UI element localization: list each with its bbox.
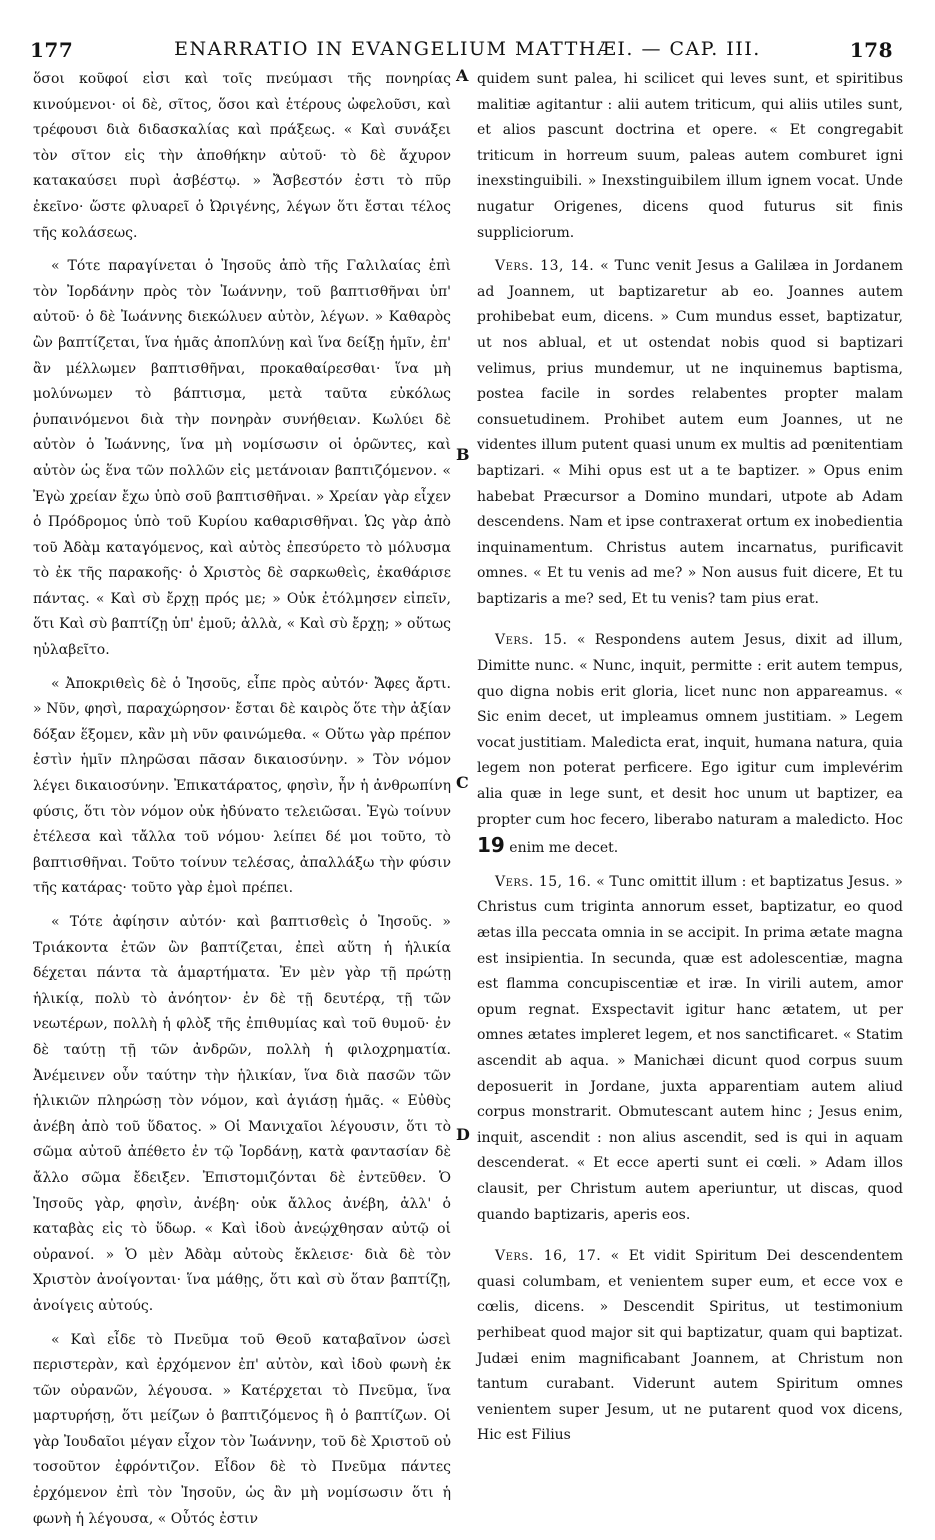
greek-paragraph-5: « Καὶ εἶδε τὸ Πνεῦμα τοῦ Θεοῦ καταβαῖνον ὡσεὶ περιστερὰν, καὶ ἐρχόμενον ἐπ' αὐτὸν, καὶ ἰδοὺ φωνὴ ἐκ τῶν οὐρανῶν, λέγουσα. » Κατέρχεται τὸ Πνεῦμα, ἵνα μαρτυρήσῃ, ὅτι μείζων ὁ βαπτιζόμενος ἢ ὁ βαπτίζων. Οἱ γὰρ Ἰουδαῖοι μέγαν εἶχον τὸν Ἰωάννην, τοῦ δὲ Χριστοῦ οὐ τοσοῦτον ἐφρόντιζον. Εἶδον δὲ τὸ Πνεῦμα πάντες ἐρχόμενον ἐπὶ τὸν Ἰησοῦν, ὡς ἂν μὴ νομίσωσιν ὅτι ἡ φωνὴ ἡ λέγουσα, « Οὗτός ἐστιν xyxy=(33,1331,451,1527)
latin-paragraph-1 xyxy=(477,67,903,246)
verse-reference: Vers. 13, 14. xyxy=(495,258,595,275)
latin-text: « Tunc venit Jesus a Galilæa in Jordanem ad Joannem, ut baptizaretur ab eo. Joannes autem prohibebat eum, dicens. » Cum mundus esset, baptizatur, ut nos ablual, et ut ostendat nobis quod si baptizari velimus, prius mundemur, ut ne inquinemus baptisma, postea facile in sordes relabentes propter malam consuetudinem. Prohibet autem eum Joannes, ut ne videntes illum putent quasi unum ex multis ad pœnitentiam baptizari. « Mihi opus est ut a te baptizer. » Opus enim habebat Præcursor a Domino mundari, utpote ab Adam descendens. Nam et ipse contraxerat ortum ex inobedientia inquinamentum. Christus autem incarnatus, purificavit omnes. « Et tu venis ad me? » Non ausus fuit dicere, Et tu baptizaris a me? sed, Et tu venis? tam pius erat. xyxy=(477,258,903,607)
latin-text: enim me decet. xyxy=(504,840,619,857)
margin-marker-b: B xyxy=(456,445,470,464)
latin-paragraph-3 xyxy=(477,628,903,861)
page-number-right: 178 xyxy=(849,38,893,62)
latin-column xyxy=(477,67,903,1457)
page-header xyxy=(0,38,935,68)
margin-marker-a: A xyxy=(456,66,469,85)
column-number: 19 xyxy=(477,833,505,858)
greek-paragraph-4: « Τότε ἀφίησιν αὐτόν· καὶ βαπτισθεὶς ὁ Ἰησοῦς. » Τριάκοντα ἐτῶν ὢν βαπτίζεται, ἐπεὶ αὕτη ἡ ἡλικία δέχεται πάντα τὰ ἁμαρτήματα. Ἐν μὲν γὰρ τῇ πρώτῃ ἡλικίᾳ, πολὺ τὸ ἀνόητον· ἐν δὲ τῇ δευτέρᾳ, τῇ τῶν νεωτέρων, πολλὴ ἡ φλὸξ τῆς ἐπιθυμίας καὶ τοῦ θυμοῦ· ἐν δὲ ταύτῃ τῇ τῶν ἀνδρῶν, πολλὴ ἡ φιλοχρηματία. Ἀνέμεινεν οὖν ταύτην τὴν ἡλικίαν, ἵνα διὰ πασῶν τῶν ἡλικιῶν πληρώσῃ τὸν νόμον, καὶ ἁγιάσῃ ἡμᾶς. « Εὐθὺς ἀνέβη ἀπὸ τοῦ ὕδατος. » Οἱ Μανιχαῖοι λέγουσιν, ὅτι τὸ σῶμα αὐτοῦ ἀπέθετο ἐν τῷ Ἰορδάνῃ, κατὰ φαντασίαν δὲ ἄλλο σῶμα ἔδειξεν. Ἐπιστομιζόνται δὲ ἐντεῦθεν. Ὁ Ἰησοῦς γὰρ, φησὶν, ἀνέβη· οὐκ ἄλλος ἀνέβη, ἀλλ' ὁ καταβὰς εἰς τὸ ὕδωρ. « Καὶ ἰδοὺ ἀνεῴχθησαν αὐτῷ οἱ οὐρανοί. » Ὁ μὲν Ἀδὰμ αὐτοὺς ἔκλεισε· διὰ δὲ τὸν Χριστὸν ἀνοίγονται· ἵνα μάθῃς, ὅτι καὶ σὺ ὅταν βαπτίζῃ, ἀνοίγεις αὐτούς. xyxy=(33,914,451,1314)
latin-paragraph-2 xyxy=(477,254,903,612)
margin-marker-d: D xyxy=(456,1125,470,1144)
latin-text: « Et vidit Spiritum Dei descendentem quasi columbam, et venientem super eum, et ecce vox e cœlis, dicens. » Descendit Spiritus, ut testimonium perhibeat quod major sit qui baptizatur, quam qui baptizat. Judæi enim magnificabant Joannem, at Christum non tantum curabant. Viderunt autem Spiritum omnes venientem super Jesum, ut ne putarent quod vox dicens, Hic est Filius xyxy=(477,1248,903,1444)
greek-column xyxy=(33,67,451,1540)
greek-paragraph-3: « Ἀποκριθεὶς δὲ ὁ Ἰησοῦς, εἶπε πρὸς αὐτόν· Ἄφες ἄρτι. » Νῦν, φησὶ, παραχώρησον· ἔσται δὲ καιρὸς ὅτε τὴν ἀξίαν δόξαν ἕξομεν, κἂν μὴ νῦν φαινώμεθα. « Οὕτω γὰρ πρέπον ἐστὶν ἡμῖν πληρῶσαι πᾶσαν δικαιοσύνην. » Τὸν νόμον λέγει δικαιοσύνην. Ἐπικατάρατος, φησὶν, ἦν ἡ ἀνθρωπίνη φύσις, ὅτι τὸν νόμον οὐκ ἠδύνατο τελειῶσαι. Ἐγὼ τοίνυν ἐτέλεσα καὶ τἄλλα τοῦ νόμου· λείπει δέ μοι τοῦτο, τὸ βαπτισθῆναι. Τοῦτο τοίνυν τελέσας, ἀπαλλάξω τὴν φύσιν τῆς κατάρας· τοῦτο γὰρ ἐμοὶ πρέπει. xyxy=(33,675,451,897)
latin-text: « Tunc omittit illum : et baptizatus Jesus. » Christus cum triginta annorum esset, baptizatur, eo quod ætas illa peccata omnia in se accipit. In prima ætate magna est insipientia. In secunda, quæ est adolescentiæ, magna est flamma concupiscentiæ et iræ. In virili autem, amor opum regnat. Exspectavit igitur hanc ætatem, ut per omnes ætates impleret legem, et nos sanctificaret. « Statim ascendit ab aqua. » Manichæi dicunt quod corpus suum deposuerit in Jordane, juxta apparentiam autem aliud corpus monstrarit. Obmutescant autem hinc ; Jesus enim, inquit, ascendit : non alius ascendit, sed is qui in aquam descenderat. « Et ecce aperti sunt ei cœli. » Adam illos clausit, per Christum autem aperiuntur, ut discas, quod quando baptizaris, aperis eos. xyxy=(477,873,903,1223)
latin-text: « Respondens autem Jesus, dixit ad illum, Dimitte nunc. « Nunc, inquit, permitte : erit autem tempus, quo digna nobis erit gloria, licet nunc non appareamus. « Sic enim decet, ut impleamus omnem justitiam. » Legem vocat justitiam. Maledicta erat, inquit, humana natura, quia legem non poterat perficere. Ego igitur cum implevérim alia quæ in lege sunt, et desit hoc unum ut baptizer, ea propter cum hoc fecero, liberabo naturam a maledicto. Hoc xyxy=(477,632,903,828)
latin-paragraph-5 xyxy=(477,1244,903,1449)
greek-paragraph-1: ὅσοι κοῦφοί εἰσι καὶ τοῖς πνεύμασι τῆς πονηρίας κινούμενοι· οἱ δὲ, σῖτος, ὅσοι καὶ ἑτέρους ὠφελοῦσι, καὶ τρέφουσι διὰ διδασκαλίας καὶ πράξεως. « Καὶ συνάξει τὸν σῖτον εἰς τὴν ἀποθήκην αὐτοῦ· τὸ δὲ ἄχυρον κατακαύσει πυρὶ ἀσβέστῳ. » Ἄσβεστόν ἐστι τὸ πῦρ ἐκεῖνο· ὥστε φλυαρεῖ ὁ Ὠριγένης, λέγων ὅτι ἔσται τέλος τῆς κολάσεως. xyxy=(33,71,451,241)
latin-paragraph-4 xyxy=(477,870,903,1228)
page-number-left: 177 xyxy=(30,38,74,62)
running-title: ENARRATIO IN EVANGELIUM MATTHÆI. — CAP. III. xyxy=(174,38,761,60)
greek-paragraph-2: « Τότε παραγίνεται ὁ Ἰησοῦς ἀπὸ τῆς Γαλιλαίας ἐπὶ τὸν Ἰορδάνην πρὸς τὸν Ἰωάννην, τοῦ βαπτισθῆναι ὑπ' αὐτοῦ· ὁ δὲ Ἰωάννης διεκώλυεν αὐτὸν, λέγων. » Καθαρὸς ὢν βαπτίζεται, ἵνα ἡμᾶς ἀποπλύνῃ καὶ ἵνα δείξῃ ἡμῖν, ἐπ' ἂν μέλλωμεν βαπτισθῆναι, προκαθαίρεσθαι· ἵνα μὴ μολύνωμεν τὸ βάπτισμα, μετὰ ταῦτα εὐκόλως ῥυπαινόμενοι διὰ τὴν πονηρὰν συνήθειαν. Κωλύει δὲ αὐτὸν ὁ Ἰωάννης, ἵνα μὴ νομίσωσιν οἱ ὁρῶντες, καὶ αὐτὸν ὡς ἕνα τῶν πολλῶν εἰς μετάνοιαν βαπτιζόμενον. « Ἐγὼ χρείαν ἔχω ὑπὸ σοῦ βαπτισθῆναι. » Χρείαν γὰρ εἶχεν ὁ Πρόδρομος ὑπὸ τοῦ Κυρίου καθαρισθῆναι. Ὡς γὰρ ἀπὸ τοῦ Ἀδὰμ καταγόμενος, καὶ αὐτὸς ἐπεσύρετο τὸ μόλυσμα τὸ ἐκ τῆς παρακοῆς· ὁ Χριστὸς δὲ σαρκωθεὶς, ἐκαθάρισε πάντας. « Καὶ σὺ ἔρχῃ πρός με; » Οὐκ ἐτόλμησεν εἰπεῖν, ὅτι Καὶ σὺ βαπτίζῃ ὑπ' ἐμοῦ; ἀλλὰ, « Καὶ σὺ ἔρχῃ; » οὕτως ηὐλαβεῖτο. xyxy=(33,258,451,659)
margin-marker-c: C xyxy=(456,773,469,792)
latin-text: quidem sunt palea, hi scilicet qui leves sunt, et spiritibus malitiæ agitantur : alii autem triticum, qui aliis utiles sunt, et alios pascunt doctrina et opere. « Et congregabit triticum in horreum suum, paleas autem comburet igni inexstinguibili. » Inexstinguibilem illum ignem vocat. Unde nugatur Origenes, dicens quod futurus sit finis suppliciorum. xyxy=(477,71,903,241)
verse-reference: Vers. 16, 17. xyxy=(495,1248,602,1265)
verse-reference: Vers. 15. xyxy=(495,632,568,649)
verse-reference: Vers. 15, 16. xyxy=(495,873,592,890)
